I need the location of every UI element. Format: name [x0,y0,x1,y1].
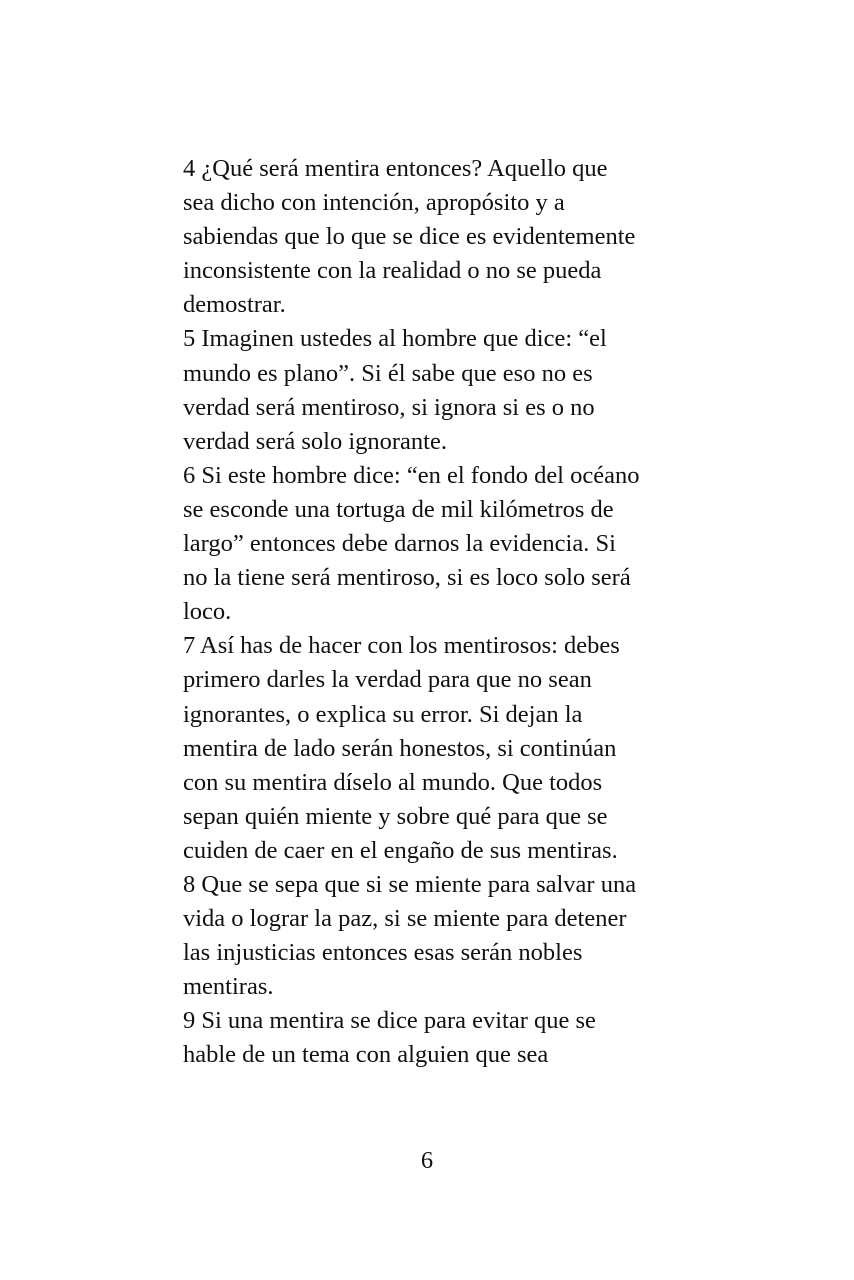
text-line: verdad será mentiroso, si ignora si es o no [183,393,595,421]
text-line: demostrar. [183,291,286,319]
text-line: inconsistente con la realidad o no se pueda [183,257,602,285]
text-line: largo” entonces debe darnos la evidencia. Si [183,530,616,558]
body-text [183,152,683,1073]
text-line: 5 Imaginen ustedes al hombre que dice: “el [183,325,607,353]
text-line: primero darles la verdad para que no sean [183,666,592,694]
text-line: las injusticias entonces esas serán nobles [183,939,583,967]
text-line: mundo es plano”. Si él sabe que eso no es [183,359,593,387]
text-line: sepan quién miente y sobre qué para que se [183,802,608,830]
text-line: verdad será solo ignorante. [183,427,447,455]
text-line: 7 Así has de hacer con los mentirosos: debes [183,632,620,660]
text-line: loco. [183,598,232,626]
text-line: mentiras. [183,973,274,1001]
text-line: 8 Que se sepa que si se miente para salvar una [183,870,637,898]
text-line: 4 ¿Qué será mentira entonces? Aquello que [183,155,608,182]
text-line: se esconde una tortuga de mil kilómetros de [183,495,614,523]
text-line: ignorantes, o explica su error. Si dejan la [183,700,583,728]
page-number: 6 [420,1147,434,1174]
text-line: con su mentira díselo al mundo. Que todos [183,768,603,796]
text-line: hable de un tema con alguien que sea [183,1041,549,1069]
text-line: mentira de lado serán honestos, si continúan [183,734,617,762]
text-line: 9 Si una mentira se dice para evitar que se [183,1007,596,1035]
text-line: vida o lograr la paz, si se miente para detener [183,905,627,933]
text-line: 6 Si este hombre dice: “en el fondo del océano [183,461,640,489]
text-line: cuiden de caer en el engaño de sus mentiras. [183,836,618,864]
text-line: sabiendas que lo que se dice es evidentemente [183,223,636,251]
text-line: sea dicho con intención, apropósito y a [183,189,565,217]
text-line: no la tiene será mentiroso, si es loco solo será [183,564,631,592]
